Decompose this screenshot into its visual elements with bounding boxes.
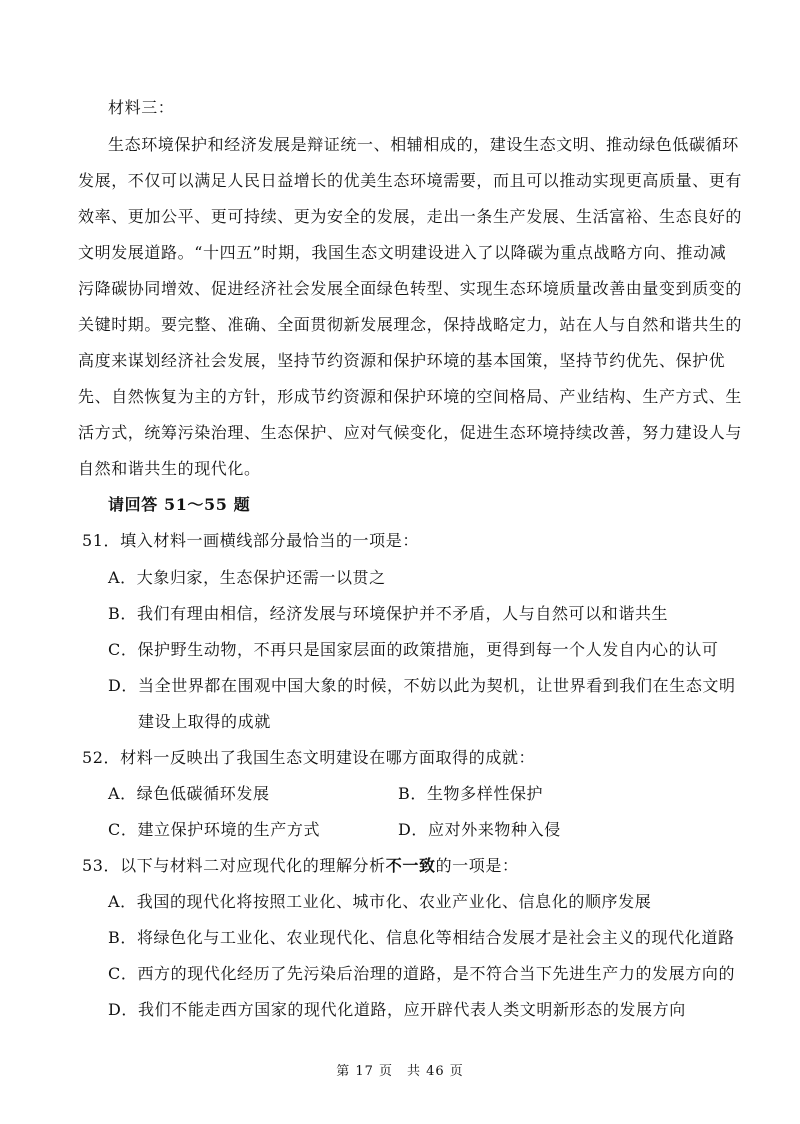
material3-line-9: 活方式，统筹污染治理、生态保护、应对气候变化，促进生态环境持续改善，努力建设人与	[78, 423, 743, 442]
material3-line-2: 发展，不仅可以满足人民日益增长的优美生态环境需要，而且可以推动实现更高质量、更有	[78, 171, 743, 190]
material3-line-1: 生态环境保护和经济发展是辩证统一、相辅相成的，建设生态文明、推动绿色低碳循环	[108, 135, 739, 154]
material3-line-6: 关键时期。要完整、准确、全面贯彻新发展理念，保持战略定力，站在人与自然和谐共生的	[78, 315, 743, 334]
question-52-option-a: A．绿色低碳循环发展	[108, 784, 270, 803]
question-53-stem-post: 的一项是：	[435, 856, 519, 875]
material3-line-7: 高度来谋划经济社会发展，坚持节约资源和保护环境的基本国策，坚持节约优先、保护优	[78, 351, 726, 370]
question-52-option-c: C．建立保护环境的生产方式	[108, 820, 321, 839]
material3-line-3: 效率、更加公平、更可持续、更为安全的发展，走出一条生产发展、生活富裕、生态良好的	[78, 207, 743, 226]
question-53-option-a: A．我国的现代化将按照工业化、城市化、农业产业化、信息化的顺序发展	[108, 892, 652, 911]
question-53-option-c: C．西方的现代化经历了先污染后治理的道路，是不符合当下先进生产力的发展方向的	[108, 964, 736, 983]
question-51-option-d: D．当全世界都在围观中国大象的时候，不妨以此为契机，让世界看到我们在生态文明	[108, 676, 736, 695]
question-51-option-d-cont: 建设上取得的成就	[138, 712, 271, 731]
material3-line-10: 自然和谐共生的现代化。	[78, 459, 261, 478]
question-52-option-b: B．生物多样性保护	[398, 784, 544, 803]
question-52-option-d: D．应对外来物种入侵	[398, 820, 561, 839]
question-53-stem-pre: 53．以下与材料二对应现代化的理解分析	[82, 856, 386, 875]
question-52-stem: 52．材料一反映出了我国生态文明建设在哪方面取得的成就：	[82, 748, 536, 767]
question-51-stem: 51．填入材料一画横线部分最恰当的一项是：	[82, 531, 419, 550]
instruction: 请回答 51～55 题	[108, 495, 251, 514]
page-number-footer: 第 17 页 共 46 页	[336, 1064, 464, 1079]
material3-line-5: 污降碳协同增效、促进经济社会发展全面绿色转型、实现生态环境质量改善由量变到质变的	[78, 279, 743, 298]
question-53-stem-emphasis: 不一致	[385, 856, 436, 875]
material3-line-4: 文明发展道路。“十四五”时期，我国生态文明建设进入了以降碳为重点战略方向、推动减	[78, 243, 727, 262]
material3-line-8: 先、自然恢复为主的方针，形成节约资源和保护环境的空间格局、产业结构、生产方式、生	[78, 387, 743, 406]
question-51-option-c: C．保护野生动物，不再只是国家层面的政策措施，更得到每一个人发自内心的认可	[108, 640, 719, 659]
question-53-option-b: B．将绿色化与工业化、农业现代化、信息化等相结合发展才是社会主义的现代化道路	[108, 928, 735, 947]
question-53-option-d: D．我们不能走西方国家的现代化道路，应开辟代表人类文明新形态的发展方向	[108, 1000, 686, 1019]
question-51-option-a: A．大象归家，生态保护还需一以贯之	[108, 568, 386, 587]
question-53-stem	[82, 856, 519, 876]
material3-heading: 材料三：	[108, 98, 175, 117]
question-51-option-b: B．我们有理由相信，经济发展与环境保护并不矛盾，人与自然可以和谐共生	[108, 604, 669, 623]
